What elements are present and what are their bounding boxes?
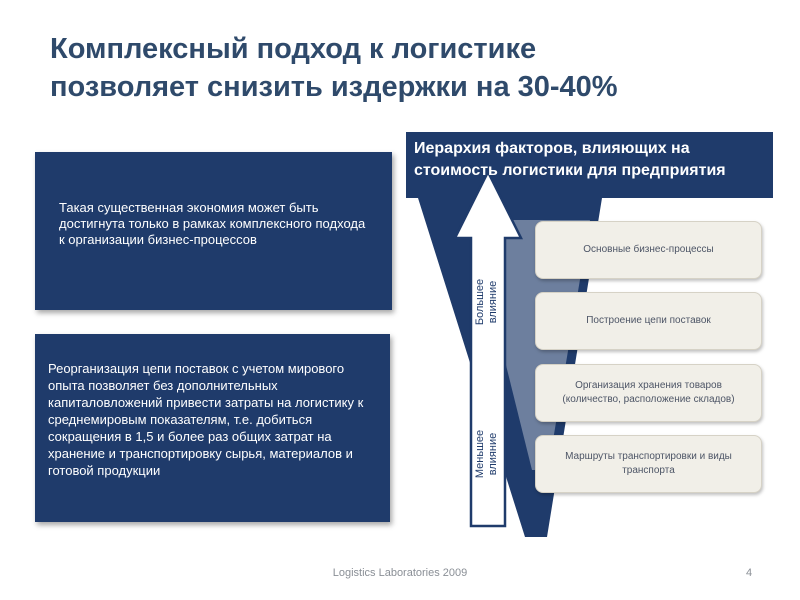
factor-business-processes: Основные бизнес-процессы <box>535 221 762 279</box>
page-number: 4 <box>746 567 753 579</box>
factor-storage-organization: Организация хранения товаров (количество, расположение складов) <box>535 364 762 422</box>
slide-title: Комплексный подход к логистике позволяет снизить издержки на 30-40% <box>50 33 618 103</box>
lesser-influence-label: Меньшее влияние <box>474 429 499 479</box>
savings-note-text: Такая существенная экономия может быть достигнута только в рамках комплексного подхода к организации бизнес-процессов <box>59 200 366 247</box>
footer-text: Logistics Laboratories 2009 <box>332 567 468 579</box>
factor-transport-routes: Маршруты транспортировки и виды транспорта <box>535 435 762 493</box>
supply-chain-note-text: Реорганизация цепи поставок с учетом мирового опыта позволяет без дополнительных капиталовложений привести затраты на логистику к среднемировым показателям, т.е. добиться сокращения в 1,5 и более раз общих затрат на хранение и транспортировку сырья, материалов и готовой продукции <box>48 361 364 478</box>
hierarchy-title: Иерархия факторов, влияющих на стоимость логистики для предприятия <box>414 140 726 179</box>
greater-influence-label: Большее влияние <box>474 278 499 326</box>
factor-supply-chain: Построение цепи поставок <box>535 292 762 350</box>
